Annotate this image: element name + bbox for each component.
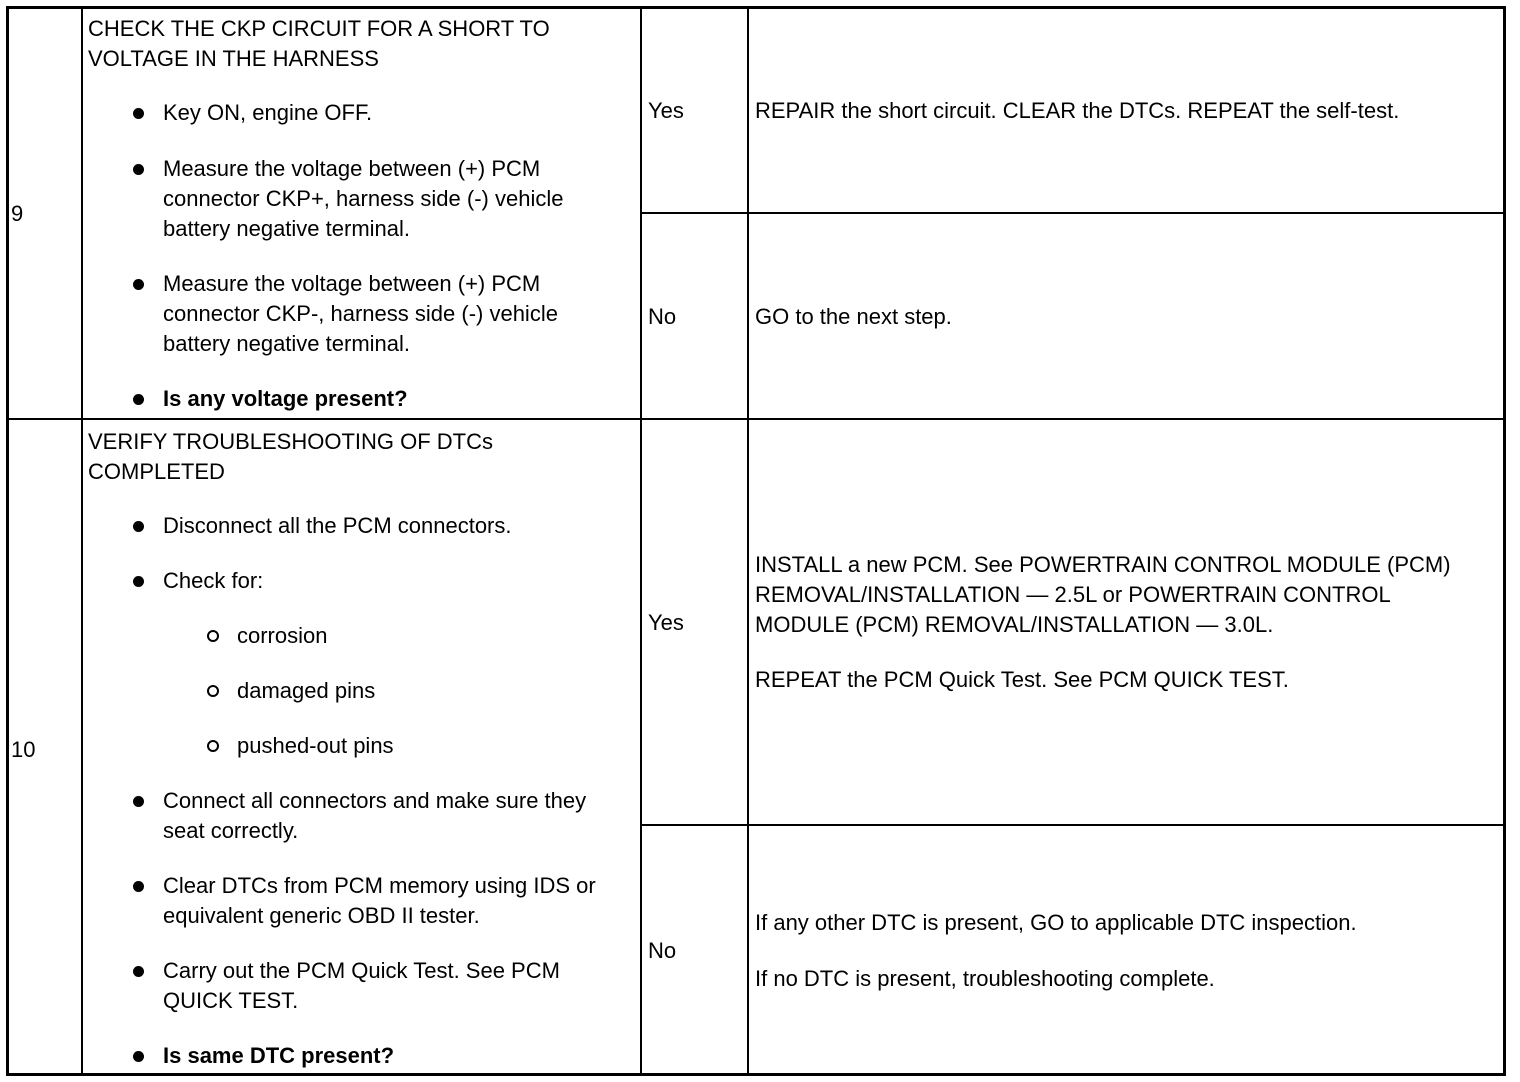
bullet-circle-icon	[207, 740, 219, 752]
row-divider-step10-outcomes	[641, 824, 1505, 826]
answer-no: No	[648, 304, 677, 329]
bullet-item	[163, 566, 623, 596]
bullet-dot-icon	[133, 108, 144, 119]
step-title: CHECK THE CKP CIRCUIT FOR A SHORT TO VOLTAGE IN THE HARNESS	[88, 16, 550, 71]
bullet-item-question	[163, 384, 623, 414]
answer-yes: Yes	[648, 98, 684, 123]
bullet-text: Carry out the PCM Quick Test. See PCM QUICK TEST.	[163, 958, 560, 1013]
step-number: 10	[11, 737, 36, 762]
column-divider-result	[747, 8, 749, 1075]
bullet-dot-icon	[133, 966, 144, 977]
bullet-dot-icon	[133, 881, 144, 892]
row-divider-step9-outcomes	[641, 212, 1505, 214]
bullet-item	[163, 154, 603, 244]
bullet-dot-icon	[133, 576, 144, 587]
bullet-text: Clear DTCs from PCM memory using IDS or equivalent generic OBD II tester.	[163, 873, 596, 928]
sub-bullet-text: damaged pins	[237, 678, 376, 703]
step-title: VERIFY TROUBLESHOOTING OF DTCs COMPLETED	[88, 429, 494, 484]
bullet-text: Check for:	[163, 568, 264, 593]
row-divider-step-10	[8, 418, 1505, 420]
bullet-item	[163, 511, 623, 541]
action-text: If any other DTC is present, GO to applicable DTC inspection.	[755, 910, 1357, 935]
column-divider-action	[640, 8, 642, 1075]
bullet-dot-icon	[133, 164, 144, 175]
action-text: REPAIR the short circuit. CLEAR the DTCs. REPEAT the self-test.	[755, 98, 1400, 123]
action-text: INSTALL a new PCM. See POWERTRAIN CONTROL MODULE (PCM) REMOVAL/INSTALLATION — 2.5L or POWERTRAIN CONTROL MODULE (PCM) REMOVAL/INSTALLATION — 3.0L.	[755, 552, 1451, 637]
bullet-item-question	[163, 1041, 623, 1071]
bullet-item	[163, 871, 613, 931]
action-text: If no DTC is present, troubleshooting complete.	[755, 966, 1215, 991]
action-text: GO to the next step.	[755, 304, 952, 329]
sub-bullet-item	[237, 731, 697, 761]
sub-bullet-item	[237, 621, 697, 651]
bullet-dot-icon	[133, 394, 144, 405]
bullet-item	[163, 786, 603, 846]
bullet-item	[163, 956, 573, 1016]
action-text: REPEAT the PCM Quick Test. See PCM QUICK TEST.	[755, 667, 1289, 692]
step-number: 9	[11, 201, 24, 226]
column-divider-step	[81, 8, 83, 1075]
answer-no: No	[648, 938, 677, 963]
bullet-text: Is same DTC present?	[163, 1043, 395, 1068]
bullet-text: Is any voltage present?	[163, 386, 408, 411]
bullet-circle-icon	[207, 685, 219, 697]
bullet-text: Measure the voltage between (+) PCM connector CKP-, harness side (-) vehicle battery negative terminal.	[163, 271, 558, 356]
bullet-circle-icon	[207, 630, 219, 642]
bullet-dot-icon	[133, 1051, 144, 1062]
bullet-dot-icon	[133, 521, 144, 532]
bullet-dot-icon	[133, 796, 144, 807]
sub-bullet-text: corrosion	[237, 623, 328, 648]
answer-yes: Yes	[648, 610, 684, 635]
bullet-text: Key ON, engine OFF.	[163, 100, 373, 125]
bullet-text: Measure the voltage between (+) PCM connector CKP+, harness side (-) vehicle battery negative terminal.	[163, 156, 564, 241]
bullet-item	[163, 98, 623, 128]
sub-bullet-item	[237, 676, 697, 706]
sub-bullet-text: pushed-out pins	[237, 733, 394, 758]
bullet-dot-icon	[133, 279, 144, 290]
bullet-item	[163, 269, 603, 359]
bullet-text: Connect all connectors and make sure they seat correctly.	[163, 788, 587, 843]
bullet-text: Disconnect all the PCM connectors.	[163, 513, 512, 538]
